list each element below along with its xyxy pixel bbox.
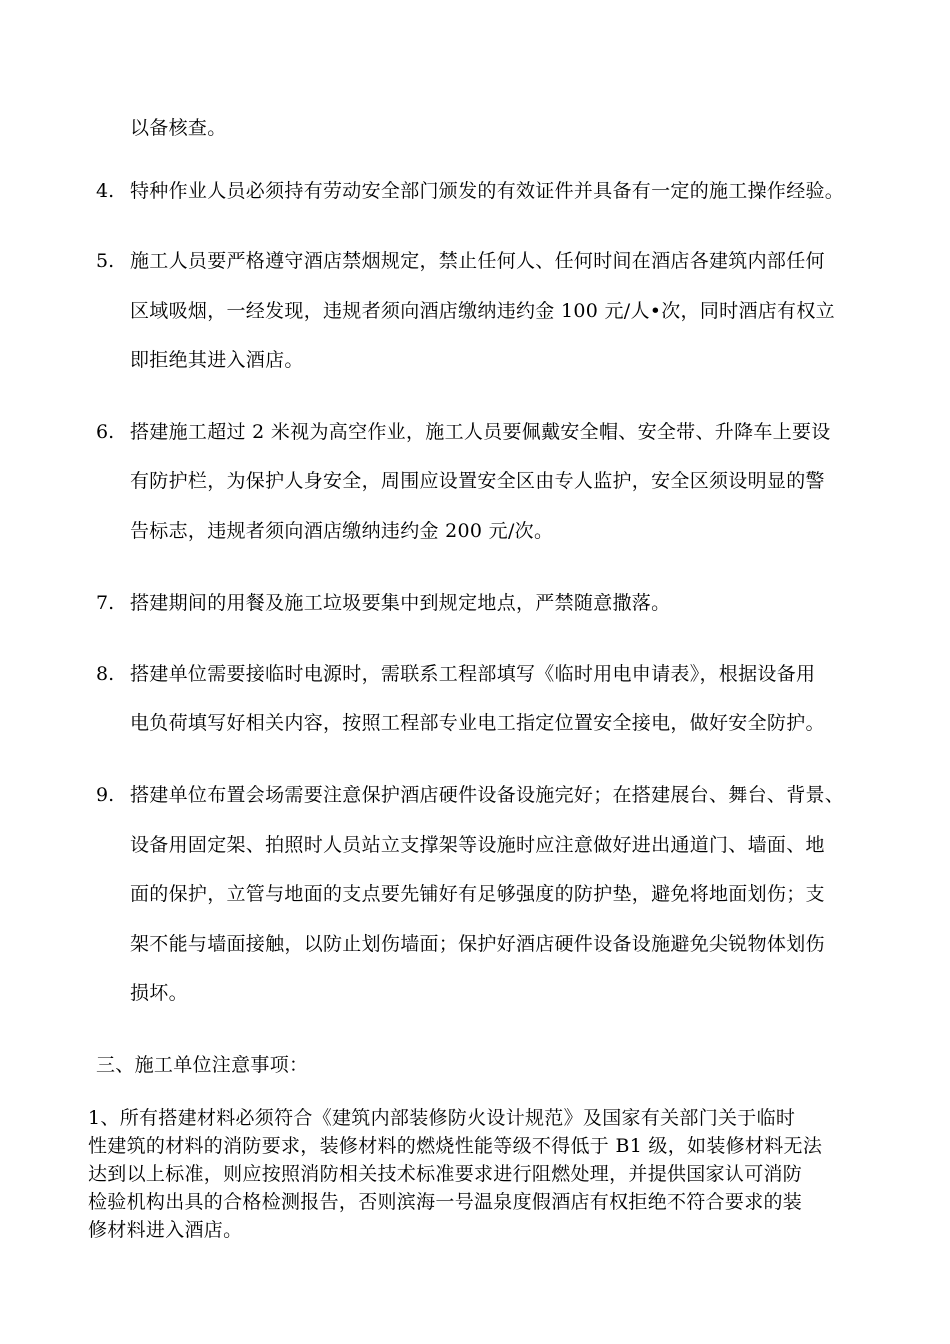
item-number: 9. [96,784,115,806]
item-number: 6. [96,421,115,443]
item-text: 有防护栏，为保护人身安全，周围应设置安全区由专人监护，安全区须设明显的警 [130,470,825,492]
item-text: 搭建单位需要接临时电源时，需联系工程部填写《临时用电申请表》，根据设备用 [130,663,816,685]
item-number: 4. [96,180,115,202]
item-text: 架不能与墙面接触，以防止划伤墙面；保护好酒店硬件设备设施避免尖锐物体划伤 [130,933,825,955]
item-text: 搭建施工超过 2 米视为高空作业，施工人员要佩戴安全帽、安全带、升降车上要设 [130,421,831,443]
paragraph-line: 1、所有搭建材料必须符合《建筑内部装修防火设计规范》及国家有关部门关于临时 [88,1107,796,1129]
paragraph-line: 检验机构出具的合格检测报告，否则滨海一号温泉度假酒店有权拒绝不符合要求的装 [88,1191,803,1213]
item-text: 特种作业人员必须持有劳动安全部门颁发的有效证件并具备有一定的施工操作经验。 [130,180,845,202]
continuation-text: 以备核查。 [130,117,227,139]
paragraph-line: 性建筑的材料的消防要求，装修材料的燃烧性能等级不得低于 B1 级，如装修材料无法 [88,1135,823,1157]
item-text: 设备用固定架、拍照时人员站立支撑架等设施时应注意做好进出通道门、墙面、地 [130,834,825,856]
item-text: 搭建单位布置会场需要注意保护酒店硬件设备设施完好；在搭建展台、舞台、背景、 [130,784,845,806]
item-text: 搭建期间的用餐及施工垃圾要集中到规定地点，严禁随意撒落。 [130,592,671,614]
section-heading: 三、施工单位注意事项： [96,1054,309,1076]
item-number: 7. [96,592,115,614]
item-number: 5. [96,250,115,272]
item-text: 告标志，违规者须向酒店缴纳违约金 200 元/次。 [130,520,554,542]
item-text: 电负荷填写好相关内容，按照工程部专业电工指定位置安全接电，做好安全防护。 [130,712,825,734]
item-text: 面的保护，立管与地面的支点要先铺好有足够强度的防护垫，避免将地面划伤；支 [130,883,825,905]
paragraph-line: 修材料进入酒店。 [88,1219,243,1241]
item-text: 损坏。 [130,982,188,1004]
item-number: 8. [96,663,115,685]
item-text: 施工人员要严格遵守酒店禁烟规定，禁止任何人、任何时间在酒店各建筑内部任何 [130,250,825,272]
item-text: 即拒绝其进入酒店。 [130,349,304,371]
paragraph-line: 达到以上标准，则应按照消防相关技术标准要求进行阻燃处理，并提供国家认可消防 [88,1163,803,1185]
section-paragraph [88,1104,878,1244]
item-text: 区域吸烟，一经发现，违规者须向酒店缴纳违约金 100 元/人•次，同时酒店有权立 [130,300,835,322]
